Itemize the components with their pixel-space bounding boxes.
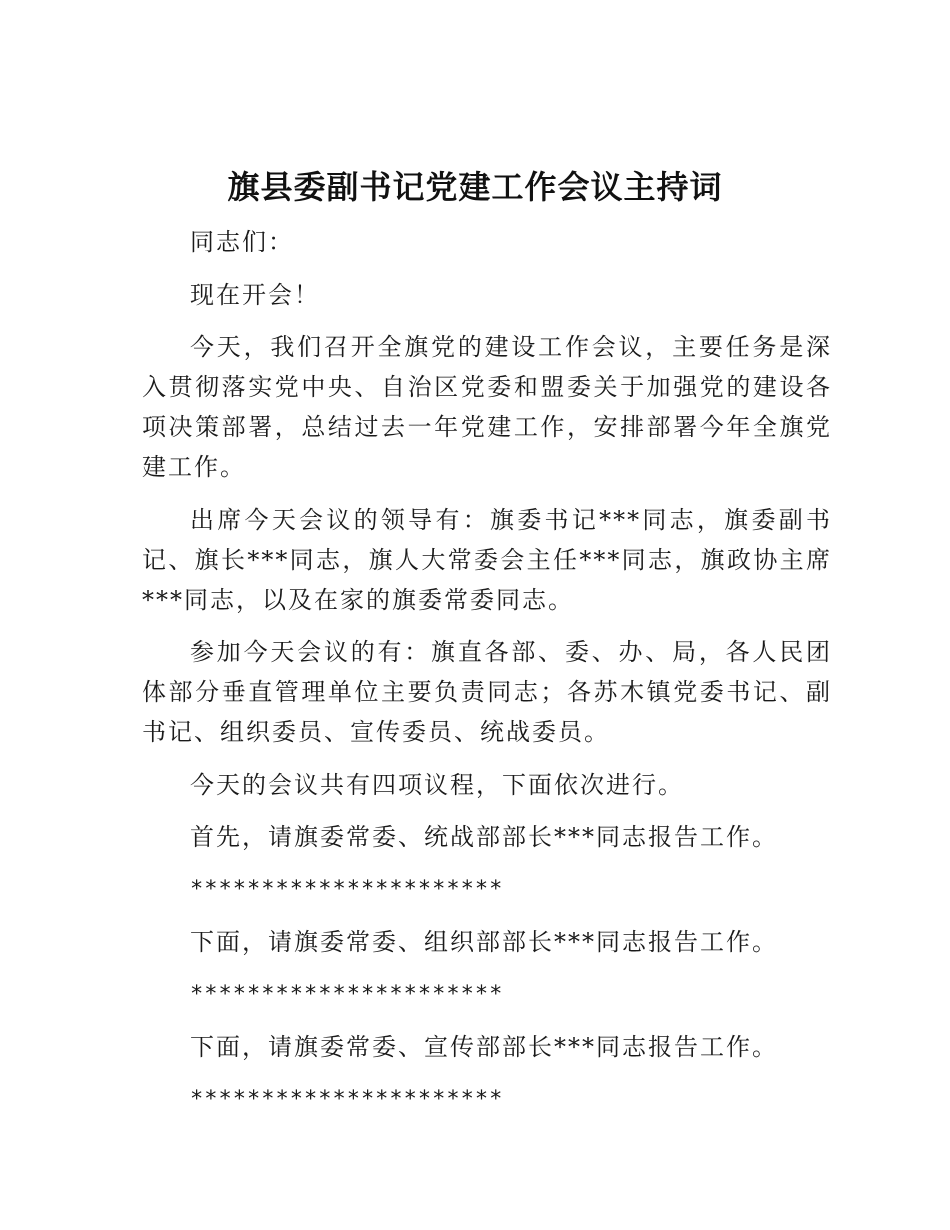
salutation: 同志们： [190,228,294,256]
agenda-item-3: 下面，请旗委常委、宣传部部长***同志报告工作。 [190,1033,778,1061]
document-body [142,222,832,1132]
meeting-purpose-paragraph: 今天，我们召开全旗党的建设工作会议，主要任务是深入贯彻落实党中央、自治区党委和盟委关于加强党的建设各项决策部署，总结过去一年党建工作，安排部署今年全旗党建工作。 [142,333,832,481]
opening-statement: 现在开会！ [190,280,320,309]
separator-line: ********************** [190,876,504,902]
separator-line: ********************** [190,1086,504,1112]
participants-paragraph: 参加今天会议的有：旗直各部、委、办、局，各人民团体部分垂直管理单位主要负责同志；各苏木镇党委书记、副书记、组织委员、宣传委员、统战委员。 [142,638,832,746]
document-title: 旗县委副书记党建工作会议主持词 [227,168,723,206]
agenda-paragraph: 今天的会议共有四项议程，下面依次进行。 [190,770,684,799]
separator-line: ********************** [190,981,504,1007]
agenda-item-2: 下面，请旗委常委、组织部部长***同志报告工作。 [190,928,778,956]
attending-leaders-paragraph: 出席今天会议的领导有：旗委书记***同志，旗委副书记、旗长***同志，旗人大常委会主任***同志，旗政协主席***同志，以及在家的旗委常委同志。 [142,505,832,614]
agenda-item-1: 首先，请旗委常委、统战部部长***同志报告工作。 [190,823,778,851]
